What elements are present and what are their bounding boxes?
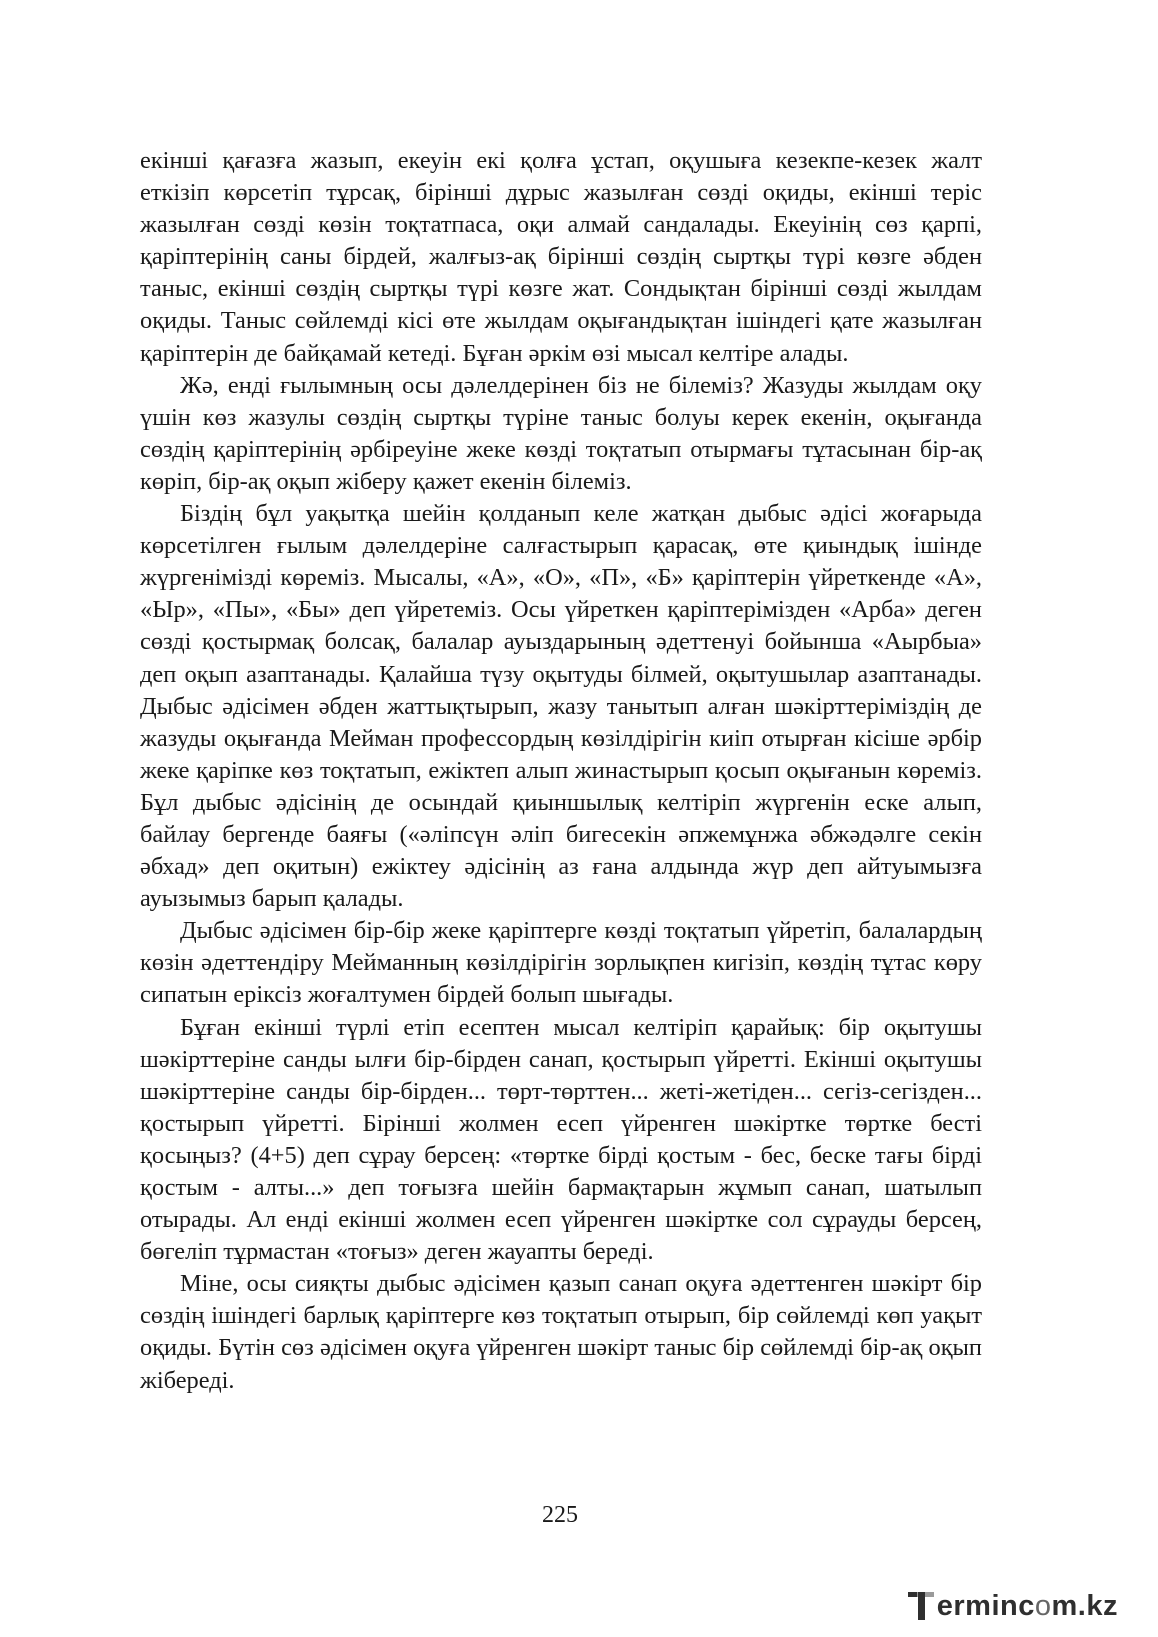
paragraph-1: екінші қағазға жазып, екеуін екі қолға ұстап, оқушыға кезекпе-кезек жалт еткізіп көрсетіп тұрсақ, бірінші дұрыс жазылған сөзді оқиды, екінші теріс жазылған сөзді көзін тоқтатпаса, оқи алмай сандалады. Екеуінің сөз қарпі, қаріптерінің саны бірдей, жалғыз-ақ бірінші сөздің сыртқы түрі көзге әбден таныс, екінші сөздің сыртқы түрі көзге жат. Сондықтан бірінші сөзді жылдам оқиды. Таныс сөйлемді кісі өте жылдам оқығандықтан ішіндегі қате жазылған қаріптерін де байқамай кетеді. Бұған әркім өзі мысал келтіре алады.: [140, 147, 982, 367]
page-number: 225: [542, 1502, 578, 1528]
watermark-text-part1: erminc: [936, 1589, 1035, 1622]
paragraph-5: Бұған екінші түрлі етіп есептен мысал келтіріп қарайық: бір оқытушы шәкірттеріне санды ылғи бір-бірден санап, қостырып үйретті. Екінші оқытушы шәкірттеріне санды бір-бірден... төрт-төрттен... жеті-жетіден... сегіз-сегізден... қостырып үйретті. Бірінші жолмен есеп үйренген шәкіртке төртке бесті қосыңыз? (4+5) деп сұрау берсең: «төртке бірді қостым - бес, беске тағы бірді қостым - алты...» деп тоғызға шейін бармақтарын жұмып санап, шатылып отырады. Ал енді екінші жолмен есеп үйренген шәкіртке сол сұрауды берсең, бөгеліп тұрмастан «тоғыз» деген жауапты береді.: [140, 1013, 982, 1266]
paragraph-4: Дыбыс әдісімен бір-бір жеке қаріптерге көзді тоқтатып үйретіп, балалардың көзін әдеттендіру Мейманның көзілдірігін зорлықпен кигізіп, көздің тұтас көру сипатын еріксіз жоғалтумен бірдей болып шығады.: [140, 917, 982, 1009]
page-body: [140, 145, 982, 1397]
paragraph-3: Біздің бұл уақытқа шейін қолданып келе жатқан дыбыс әдісі жоғарыда көрсетілген ғылым дәлелдеріне салғастырып қарасақ, өте қиындық ішінде жүргенімізді көреміз. Мысалы, «А», «О», «П», «Б» қаріптерін үйреткенде «А», «Ыр», «Пы», «Бы» деп үйретеміз. Осы үйреткен қаріптерімізден «Арба» деген сөзді қостырмақ болсақ, балалар ауыздарының әдеттенуі бойынша «Аырбыа» деп оқып азаптанады. Қалайша түзу оқытуды білмей, оқытушылар азаптанады. Дыбыс әдісімен әбден жаттықтырып, жазу танытып алған шәкірттеріміздің де жазуды оқығанда Мейман профессордың көзілдірігін киіп отырған кісіше әрбір жеке қаріпке көз тоқтатып, ежіктеп алып жинастырып қосып оқығанын көреміз. Бұл дыбыс әдісінің де осындай қиыншылық келтіріп жүргенін еске алып, байлау бергенде баяғы («әліпсүн әліп бигесекін әпжемұнжа әбжәдәлге секін әбхад» деп оқитын) ежіктеу әдісінің аз ғана алдында жүр деп айтуымызға ауызымыз барып қалады.: [140, 500, 982, 913]
watermark-text-part2: m.kz: [1051, 1589, 1118, 1622]
watermark-o-glyph: o: [1034, 1589, 1052, 1622]
paragraph-6: Міне, осы сияқты дыбыс әдісімен қазып санап оқуға әдеттенген шәкірт бір сөздің ішіндегі барлық қаріптерге көз тоқтатып отырып, бір сөйлемді көп уақыт оқиды. Бүтін сөз әдісімен оқуға үйренген шәкірт таныс бір сөйлемді бір-ақ оқып жібереді.: [140, 1270, 982, 1394]
watermark-t-logo-icon: [906, 1588, 936, 1624]
termincom-watermark-logo: [906, 1588, 1118, 1624]
paragraph-2: Жә, енді ғылымның осы дәлелдерінен біз не білеміз? Жазуды жылдам оқу үшін көз жазулы сөздің сыртқы түріне таныс болуы керек екенін, оқығанда сөздің қаріптерінің әрбіреуіне жеке көзді тоқтатып отырмағы тұтасынан бір-ақ көріп, бір-ақ оқып жіберу қажет екенін білеміз.: [140, 371, 982, 495]
